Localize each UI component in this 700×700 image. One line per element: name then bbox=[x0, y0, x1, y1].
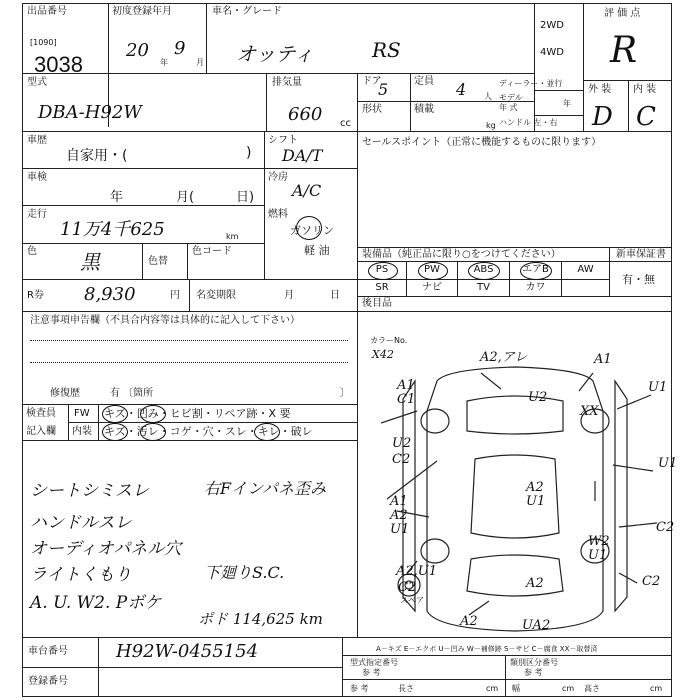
model-year-unit: 年 bbox=[563, 99, 571, 108]
damage-mark: A1 bbox=[594, 352, 612, 367]
type-class-label: 類別区分番号 bbox=[510, 658, 558, 667]
grid-line bbox=[357, 296, 672, 297]
grid-line bbox=[22, 243, 264, 244]
damage-mark: U1 bbox=[648, 380, 668, 395]
circle-mark bbox=[102, 423, 128, 441]
fuel-petrol: ガソリン bbox=[290, 224, 334, 237]
fw-items: キズ・凹み・ヒビ割・リペア跡・X 要 bbox=[104, 407, 291, 420]
grid-line bbox=[628, 80, 629, 131]
usage-value: 自家用・( bbox=[66, 148, 128, 164]
after-parts-label: 後目品 bbox=[362, 298, 392, 309]
equip-abs: ABS bbox=[473, 264, 494, 275]
grade-value: R bbox=[610, 30, 638, 71]
recycle-label: R券 bbox=[27, 290, 44, 301]
capacity-value: 4 bbox=[456, 80, 467, 99]
month-unit: 月 bbox=[196, 58, 204, 67]
exterior-grade: D bbox=[592, 102, 613, 132]
reference-label-1: 参 考 bbox=[362, 668, 381, 677]
damage-mark: C2 bbox=[656, 520, 675, 535]
equip-navi: ナビ bbox=[422, 282, 442, 293]
displacement-value: 660 bbox=[288, 104, 323, 125]
doors-label: ドア bbox=[362, 76, 382, 87]
km-unit: km bbox=[226, 232, 239, 241]
grid-line bbox=[22, 311, 357, 312]
name-change-day: 日 bbox=[330, 290, 340, 301]
inspector-label-2: 記入欄 bbox=[26, 426, 56, 437]
grid-line bbox=[22, 168, 357, 169]
damage-mark: C1 bbox=[397, 392, 416, 407]
drive-4wd: 4WD bbox=[540, 47, 564, 58]
spare-label: スペア bbox=[400, 596, 424, 605]
dotted-line bbox=[30, 362, 348, 363]
grade-label: 評 価 点 bbox=[604, 8, 641, 19]
inspection-month: 月( bbox=[176, 190, 195, 205]
repair-close: 〕 bbox=[340, 388, 350, 399]
drive-2wd: 2WD bbox=[540, 20, 564, 31]
grid-line bbox=[410, 73, 411, 131]
damage-mark: A1 bbox=[390, 494, 408, 509]
note-line-1: シートシミスレ bbox=[30, 481, 149, 501]
grid-line bbox=[22, 637, 672, 638]
equip-leather: カワ bbox=[525, 282, 546, 293]
damage-mark: A1 bbox=[397, 378, 415, 393]
grid-line bbox=[266, 73, 267, 131]
color-no-label: カラーNo. bbox=[370, 336, 408, 345]
capacity-unit: 人 bbox=[484, 92, 492, 101]
exterior-label: 外 装 bbox=[588, 84, 612, 95]
circle-mark bbox=[140, 405, 166, 423]
damage-mark: UA2 bbox=[522, 618, 551, 633]
length-unit: cm bbox=[486, 684, 499, 693]
grid-line bbox=[22, 73, 534, 74]
grid-line bbox=[534, 3, 535, 131]
grid-line bbox=[609, 247, 610, 296]
lot-no-code: [1090] bbox=[30, 38, 57, 47]
note-line-4: ライトくもり bbox=[30, 565, 132, 585]
damage-mark: U2 bbox=[528, 390, 548, 405]
warranty-label: 新車保証書 bbox=[616, 249, 666, 260]
grid-line bbox=[505, 655, 506, 697]
color-change-label: 色替 bbox=[148, 256, 168, 267]
ac-value: A/C bbox=[292, 181, 322, 200]
grid-line bbox=[342, 637, 343, 697]
grid-line bbox=[187, 243, 188, 279]
grid-line bbox=[98, 637, 99, 697]
grade-name: RS bbox=[372, 38, 401, 62]
color-code-label: 色コード bbox=[192, 246, 232, 257]
lot-number: 3038 bbox=[34, 52, 83, 77]
grid-line bbox=[22, 667, 342, 668]
damage-mark: C2 bbox=[642, 574, 661, 589]
damage-mark: U1 bbox=[390, 522, 410, 537]
car-name: オッティ bbox=[236, 42, 314, 66]
grid-line bbox=[357, 73, 358, 131]
damage-legend: A－キズ E－エクボ U－凹み W－補修跡 S－サビ C－腐食 XX－取替済 bbox=[376, 645, 598, 653]
damage-mark: C2 bbox=[398, 580, 417, 595]
capacity-label: 定員 bbox=[414, 76, 434, 87]
grid-line bbox=[22, 440, 357, 441]
chassis-value: H92W-0455154 bbox=[116, 641, 259, 662]
equip-aw: AW bbox=[577, 264, 594, 275]
circle-mark bbox=[102, 405, 128, 423]
first-reg-year: 20 bbox=[126, 40, 149, 61]
interior-inspect-items: キズ・汚レ・コゲ・穴・スレ・キレ・破レ bbox=[104, 425, 313, 438]
equip-tv: TV bbox=[477, 282, 490, 293]
dealer-label: ディーラー・並行 bbox=[499, 79, 563, 88]
fuel-label: 燃料 bbox=[268, 209, 288, 220]
kg-unit: kg bbox=[486, 121, 496, 130]
grid-line bbox=[357, 247, 672, 248]
grid-line bbox=[22, 205, 264, 206]
yen-unit: 円 bbox=[170, 290, 180, 301]
height-label: 高さ bbox=[584, 684, 600, 693]
grid-line bbox=[142, 243, 143, 279]
grid-line bbox=[534, 90, 583, 91]
grid-line bbox=[583, 3, 584, 131]
name-change-label: 名変期限 bbox=[196, 290, 236, 301]
model-year-label-2: 年 式 bbox=[499, 103, 518, 112]
cc-unit: cc bbox=[340, 118, 351, 129]
lot-no-label: 出品番号 bbox=[27, 6, 67, 17]
damage-mark: U1 bbox=[658, 456, 678, 471]
registration-label: 登録番号 bbox=[28, 676, 68, 687]
recycle-value: 8,930 bbox=[84, 284, 136, 305]
damage-mark: C2 bbox=[392, 452, 411, 467]
notes-label: 注意事項申告欄（不具合内容等は具体的に記入して下さい） bbox=[30, 315, 300, 326]
interior-inspect-label: 内装 bbox=[72, 426, 92, 437]
warranty-value: 有・無 bbox=[622, 273, 655, 286]
name-change-month: 月 bbox=[284, 290, 294, 301]
damage-mark: U1 bbox=[526, 494, 546, 509]
damage-mark: A2,アレ bbox=[480, 350, 528, 365]
grid-line bbox=[189, 279, 190, 311]
mileage-value: 11万4千625 bbox=[60, 219, 165, 240]
usage-label: 車歴 bbox=[27, 135, 47, 146]
damage-mark: A2 bbox=[526, 480, 544, 495]
shift-label: シフト bbox=[268, 135, 298, 146]
first-reg-label: 初度登録年月 bbox=[112, 6, 172, 17]
fw-label: FW bbox=[74, 408, 90, 419]
note-line-3: オーディオパネル穴 bbox=[30, 539, 182, 559]
damage-mark: A2 bbox=[526, 576, 544, 591]
inspection-label: 車検 bbox=[27, 172, 47, 183]
color-no-value: X42 bbox=[372, 348, 394, 361]
chassis-label: 車台番号 bbox=[28, 646, 68, 657]
note-line-5: A. U. W2. Pボケ bbox=[30, 593, 162, 613]
mileage-note: ポド 114,625 km bbox=[198, 610, 323, 628]
shift-value: DA/T bbox=[282, 146, 323, 165]
grid-line bbox=[534, 115, 583, 116]
inspection-day: 日) bbox=[236, 190, 255, 205]
damage-mark: A2 bbox=[460, 614, 478, 629]
equip-ps: PS bbox=[375, 264, 389, 275]
grid-line bbox=[357, 261, 672, 262]
damage-mark: W2 bbox=[588, 534, 610, 549]
color-label: 色 bbox=[27, 246, 37, 257]
sales-points-label: セールスポイント（正常に機能するものに限ります） bbox=[362, 137, 602, 148]
length-label: 長さ bbox=[398, 684, 414, 693]
reference-label-2: 参 考 bbox=[524, 668, 543, 677]
car-name-label: 車名・グレード bbox=[212, 6, 282, 17]
circle-mark bbox=[368, 262, 398, 280]
equip-sr: SR bbox=[375, 282, 389, 293]
load-label: 積載 bbox=[414, 104, 434, 115]
equip-pw: PW bbox=[424, 264, 440, 275]
shape-label: 形状 bbox=[362, 104, 382, 115]
repair-value: 有 〔箇所 bbox=[110, 388, 154, 399]
equip-airbag: エアB bbox=[522, 264, 549, 275]
inspector-label-1: 検査員 bbox=[26, 408, 56, 419]
note-right-2: 下廻りS.C. bbox=[204, 563, 285, 582]
note-right-1: 右Fインパネ歪み bbox=[204, 479, 326, 498]
grid-line bbox=[22, 404, 357, 405]
interior-label: 内 装 bbox=[633, 84, 657, 95]
usage-close: ) bbox=[246, 145, 252, 161]
fuel-light-oil: 軽 油 bbox=[304, 244, 330, 257]
inspection-year: 年 bbox=[110, 190, 124, 205]
mileage-label: 走行 bbox=[27, 209, 47, 220]
model-label: 型式 bbox=[27, 77, 47, 88]
color-value: 黒 bbox=[80, 250, 100, 274]
circle-mark bbox=[418, 262, 448, 280]
model-year-label-1: モデル bbox=[499, 93, 523, 102]
circle-mark bbox=[254, 423, 280, 441]
damage-mark: U1 bbox=[588, 548, 608, 563]
grid-line bbox=[264, 131, 265, 279]
year-unit: 年 bbox=[160, 58, 168, 67]
width-label: 幅 bbox=[512, 684, 520, 693]
circle-mark bbox=[468, 262, 500, 280]
damage-mark: U2 bbox=[392, 436, 412, 451]
note-line-2: ハンドルスレ bbox=[30, 513, 132, 533]
doors-value: 5 bbox=[378, 80, 389, 99]
type-designation-label: 型式指定番号 bbox=[350, 658, 398, 667]
ac-label: 冷房 bbox=[268, 172, 288, 183]
dotted-line bbox=[30, 340, 348, 341]
circle-mark bbox=[520, 262, 552, 280]
first-reg-month: 9 bbox=[174, 38, 186, 59]
grid-line bbox=[206, 3, 207, 73]
interior-grade: C bbox=[636, 102, 656, 132]
damage-mark: A2,U1 bbox=[396, 564, 438, 579]
damage-mark: XX bbox=[580, 404, 599, 419]
grid-line bbox=[342, 679, 672, 680]
model-value: DBA-H92W bbox=[38, 102, 142, 123]
reference-label-3: 参 考 bbox=[350, 684, 369, 693]
displacement-label: 排気量 bbox=[272, 77, 302, 88]
damage-mark: A2 bbox=[390, 508, 408, 523]
handle-label: ハンドル 左・右 bbox=[499, 118, 558, 127]
fuel-circle bbox=[296, 216, 322, 240]
grid-line bbox=[22, 131, 672, 132]
circle-mark bbox=[140, 423, 166, 441]
grid-line bbox=[342, 655, 672, 656]
height-unit: cm bbox=[650, 684, 663, 693]
equipment-label: 装備品（純正品に限り○をつけてください） bbox=[362, 249, 561, 260]
repair-label: 修復歴 bbox=[50, 388, 80, 399]
width-unit: cm bbox=[562, 684, 575, 693]
